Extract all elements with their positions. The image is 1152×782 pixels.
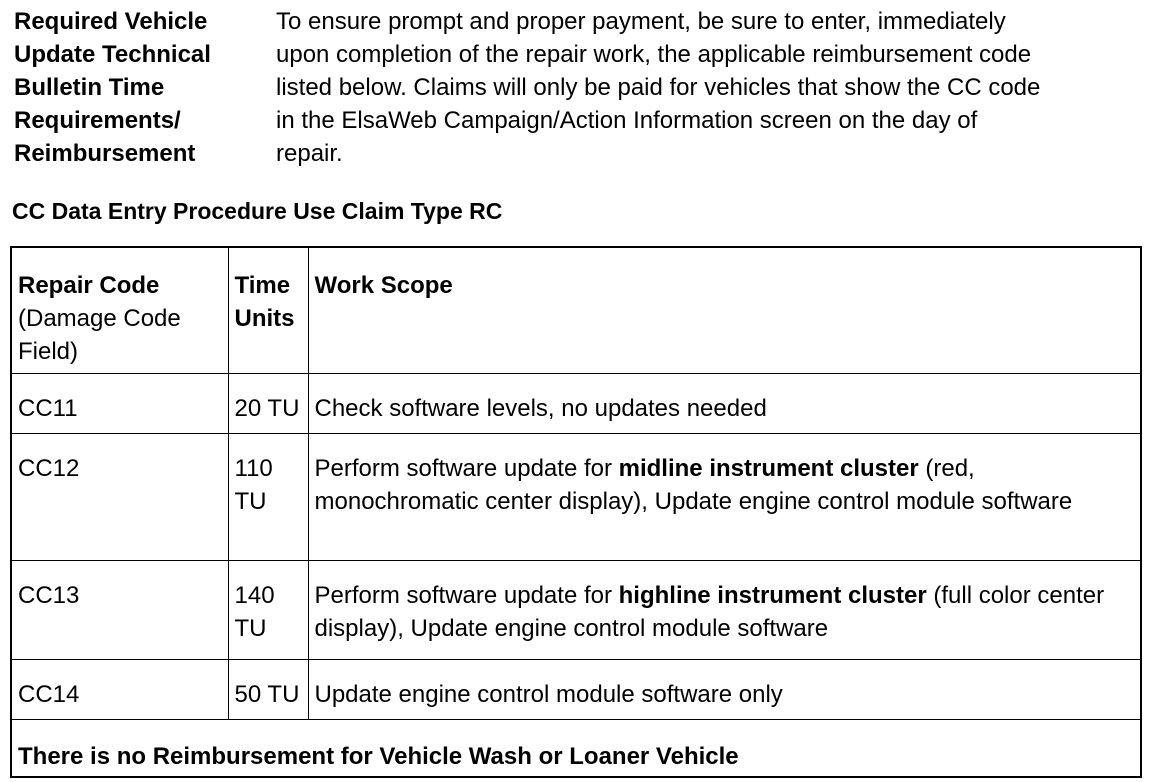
requirements-text-line: upon completion of the repair work, the applicable reimbursement code — [276, 41, 1032, 68]
requirements-heading-line: Bulletin Time — [14, 74, 165, 101]
work-scope-text: Check software levels, no updates needed — [314, 394, 767, 422]
repair-code-cell: CC12 — [11, 433, 228, 560]
requirements-text — [276, 5, 1144, 170]
requirements-text-line: repair. — [276, 140, 343, 167]
time-units-value: TU — [234, 614, 267, 642]
requirements-text-line: in the ElsaWeb Campaign/Action Information screen on the day of — [276, 107, 978, 134]
procedure-title: CC Data Entry Procedure Use Claim Type RC — [12, 198, 503, 224]
requirements-heading-line: Required Vehicle — [14, 8, 208, 35]
time-units-cell — [228, 433, 308, 560]
requirements-text-line: listed below. Claims will only be paid for vehicles that show the CC code — [276, 74, 1041, 101]
requirements-text-line: To ensure prompt and proper payment, be sure to enter, immediately — [276, 8, 1006, 35]
work-scope-emphasis: highline instrument cluster — [618, 581, 927, 609]
header-work-scope — [308, 247, 1141, 373]
requirements-heading-line: Requirements/ — [14, 107, 181, 134]
work-scope-cell — [308, 659, 1141, 719]
header-repair-code-label: Repair Code — [18, 272, 160, 299]
requirements-heading — [14, 5, 264, 170]
header-repair-code — [11, 247, 228, 373]
no-reimbursement-note: There is no Reimbursement for Vehicle Wash or Loaner Vehicle — [11, 719, 1141, 777]
requirements-heading-line: Reimbursement — [14, 140, 196, 167]
table-row — [11, 433, 1141, 560]
header-work-scope-label: Work Scope — [314, 272, 453, 299]
table-row — [11, 659, 1141, 719]
work-scope-cell — [308, 433, 1141, 560]
table-row — [11, 373, 1141, 433]
work-scope-cell — [308, 560, 1141, 659]
header-repair-code-note: (Damage Code — [18, 305, 181, 332]
work-scope-cell — [308, 373, 1141, 433]
repair-code-cell: CC14 — [11, 659, 228, 719]
work-scope-text: Perform software update for — [314, 454, 619, 482]
table-footer-row — [11, 719, 1141, 777]
time-units-value: 110 — [234, 454, 273, 482]
time-units-value: TU — [234, 487, 267, 515]
repair-code-cell: CC13 — [11, 560, 228, 659]
header-time-units — [228, 247, 308, 373]
repair-code-cell: CC11 — [11, 373, 228, 433]
time-units-cell — [228, 659, 308, 719]
header-time-units-label: Units — [234, 305, 295, 332]
time-units-value: 140 — [234, 581, 275, 609]
time-units-value: 20 TU — [234, 394, 300, 422]
repair-code-table — [10, 246, 1142, 778]
work-scope-text: (full color center display), Update engine control module software — [314, 581, 1105, 642]
time-units-cell — [228, 373, 308, 433]
work-scope-text: (red, monochromatic center display), Update engine control module software — [314, 454, 1073, 515]
header-repair-code-note: Field) — [18, 338, 79, 365]
work-scope-emphasis: midline instrument cluster — [618, 454, 919, 482]
work-scope-text: Update engine control module software only — [314, 680, 783, 708]
table-header-row — [11, 247, 1141, 373]
header-time-units-label: Time — [234, 272, 291, 299]
time-units-cell — [228, 560, 308, 659]
time-units-value: 50 TU — [234, 680, 300, 708]
requirements-heading-line: Update Technical — [14, 41, 211, 68]
table-row — [11, 560, 1141, 659]
work-scope-text: Perform software update for — [314, 581, 619, 609]
